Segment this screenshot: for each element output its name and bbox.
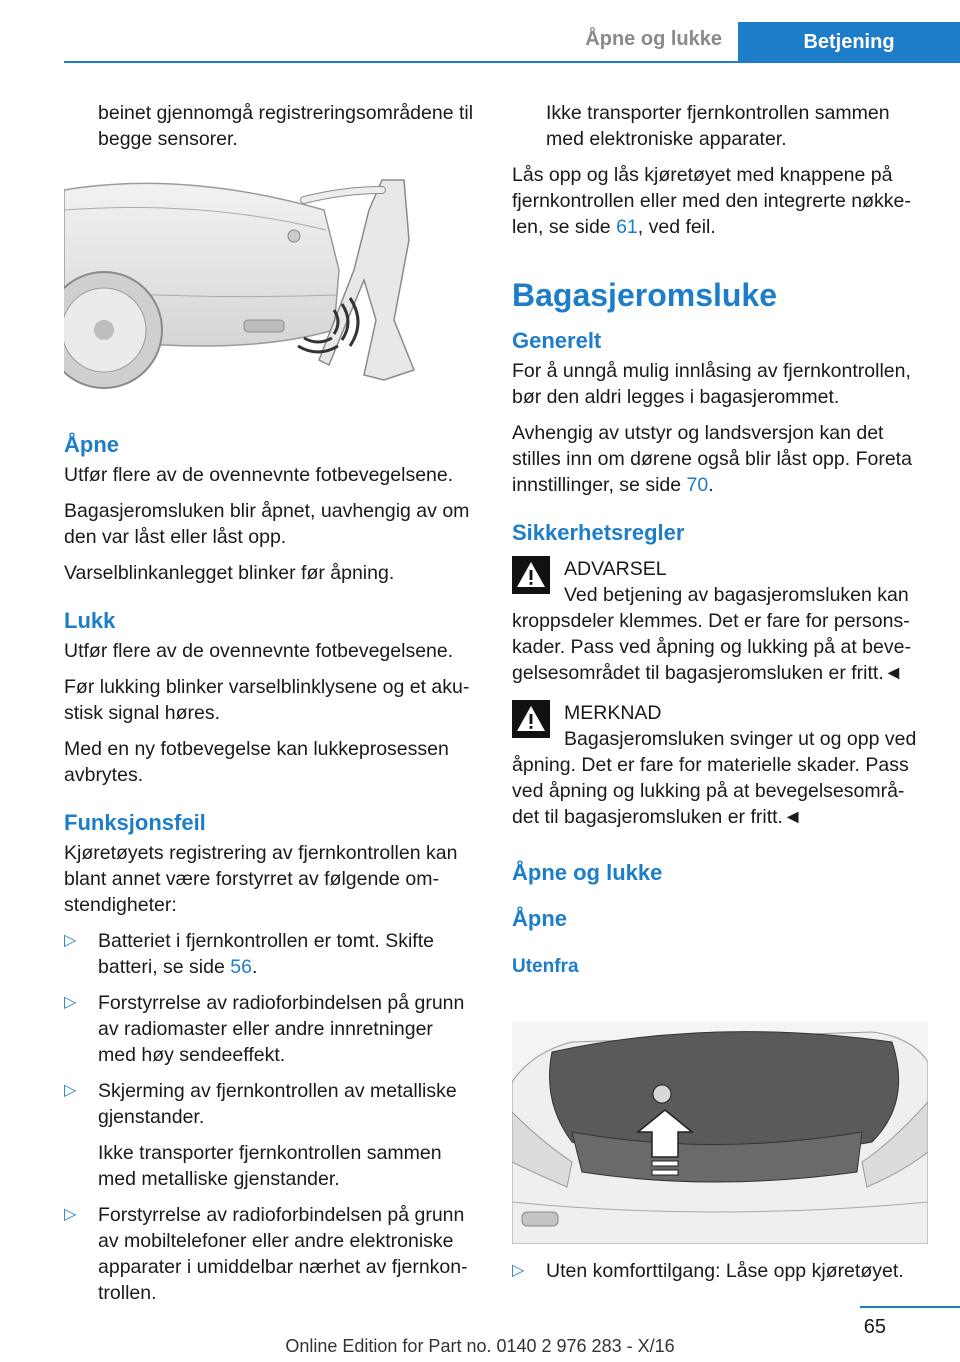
edition-text: Online Edition for Part no. 0140 2 976 283 - X/16	[285, 1336, 675, 1356]
warning-triangle-icon	[512, 700, 550, 738]
list-item: ▷ Uten komforttilgang: Låse opp kjøretøyet.	[512, 1260, 904, 1282]
trunk-lid-image	[512, 1022, 928, 1244]
close-paragraph-3: Med en ny fotbevegelse kan lukkeprosessen avbrytes.	[64, 738, 449, 786]
triangle-bullet-icon: ▷	[64, 1082, 77, 1099]
header-section-title: Åpne og lukke	[585, 28, 722, 50]
trunk-open-illustration	[512, 1022, 928, 1244]
bullet-list	[512, 1258, 924, 1284]
warning-title: ADVARSEL	[564, 558, 667, 580]
right-bottom-list	[512, 1258, 924, 1294]
right-intro-text: Ikke transporter fjernkontrollen sammen med elektroniske apparater.	[546, 102, 890, 150]
triangle-bullet-icon: ▷	[64, 994, 77, 1011]
list-item: ▷ Forstyrrelse av radioforbindelsen på grunn av radiomaster eller andre innretninger med høy sendeeffekt.	[64, 992, 465, 1066]
open-paragraph-3: Varselblinkanlegget blinker før åpning.	[64, 562, 395, 584]
triangle-bullet-icon: ▷	[512, 1262, 525, 1279]
car-rear-kick-image	[64, 170, 417, 392]
page-number: 65	[863, 1316, 886, 1338]
notice-title: MERKNAD	[564, 702, 662, 724]
list-item: ▷ Skjerming av fjernkontrollen av metalliske gjenstander. Ikke transporter fjernkontrollen sammen med metalliske gjenstander.	[64, 1078, 476, 1192]
header-rule	[64, 61, 960, 63]
main-heading: Bagasjeromsluke	[512, 277, 778, 313]
close-paragraph-2: Før lukking blinker varselblinklysene og et aku- stisk signal høres.	[64, 676, 470, 724]
open-paragraph-2: Bagasjeromsluken blir åpnet, uavhengig av om den var låst eller låst opp.	[64, 500, 470, 548]
open-paragraph-1: Utfør flere av de ovennevnte fotbevegelsene.	[64, 464, 454, 486]
warning-text-rest: kroppsdeler klemmes. Det er fare for persons- kader. Pass ved åpning og lukking på at beve- gelsesområdet til bagasjeromsluken er fritt.◄	[512, 610, 911, 684]
outside-subheading: Utenfra	[512, 956, 579, 977]
right-column	[512, 100, 924, 980]
triangle-bullet-icon: ▷	[64, 932, 77, 949]
close-paragraph-1: Utfør flere av de ovennevnte fotbevegelsene.	[64, 640, 454, 662]
header-chapter-tab: Betjening	[738, 22, 960, 62]
warning-block	[512, 556, 924, 686]
page-header	[0, 0, 960, 62]
page-footer	[0, 1300, 960, 1362]
page-link[interactable]: 56	[230, 956, 252, 978]
triangle-bullet-icon: ▷	[64, 1206, 77, 1223]
intro-text: beinet gjennomgå registreringsområdene til begge sensorer.	[98, 102, 474, 150]
general-paragraph-1: For å unngå mulig innlåsing av fjernkontrollen, bør den aldri legges i bagasjerommet.	[512, 360, 911, 408]
open-heading: Åpne	[64, 432, 119, 457]
general-heading: Generelt	[512, 328, 602, 353]
fault-heading: Funksjonsfeil	[64, 810, 206, 835]
warning-triangle-icon	[512, 556, 550, 594]
list-item-note: Ikke transporter fjernkontrollen sammen med metalliske gjenstander.	[98, 1142, 442, 1190]
list-item: ▷ Forstyrrelse av radioforbindelsen på grunn av mobiltelefoner eller andre elektroniske apparater i umiddelbar nærhet av fjernkon- trollen.	[64, 1204, 468, 1304]
fault-list	[64, 928, 476, 1306]
notice-text-rest: åpning. Det er fare for materielle skader. Pass ved åpning og lukking på at bevegelsesområ- det til bagasjeromsluken er fritt.◄	[512, 754, 909, 828]
close-heading: Lukk	[64, 608, 116, 633]
page-link[interactable]: 61	[616, 216, 638, 238]
list-item: ▷ Batteriet i fjernkontrollen er tomt. Skifte batteri, se side 56.	[64, 930, 434, 978]
open-close-heading: Åpne og lukke	[512, 860, 663, 885]
page-link[interactable]: 70	[686, 474, 709, 496]
kick-sensor-illustration	[64, 170, 417, 392]
warning-text-first: Ved betjening av bagasjeromsluken kan	[564, 584, 909, 606]
footer-rule	[860, 1306, 960, 1308]
safety-heading: Sikkerhetsregler	[512, 520, 685, 545]
general-paragraph-2: Avhengig av utstyr og landsversjon kan det stilles inn om dørene også blir låst opp. Foreta innstillinger, se side 70.	[512, 422, 912, 496]
notice-text-first: Bagasjeromsluken svinger ut og opp ved	[564, 728, 917, 750]
lock-paragraph: Lås opp og lås kjøretøyet med knappene på fjernkontrollen eller med den integrerte nøkke- len, se side 61, ved feil.	[512, 164, 911, 238]
notice-block	[512, 700, 924, 830]
open-subheading: Åpne	[512, 906, 567, 931]
fault-paragraph: Kjøretøyets registrering av fjernkontrollen kan blant annet være forstyrret av følgende om- stendigheter:	[64, 842, 458, 916]
